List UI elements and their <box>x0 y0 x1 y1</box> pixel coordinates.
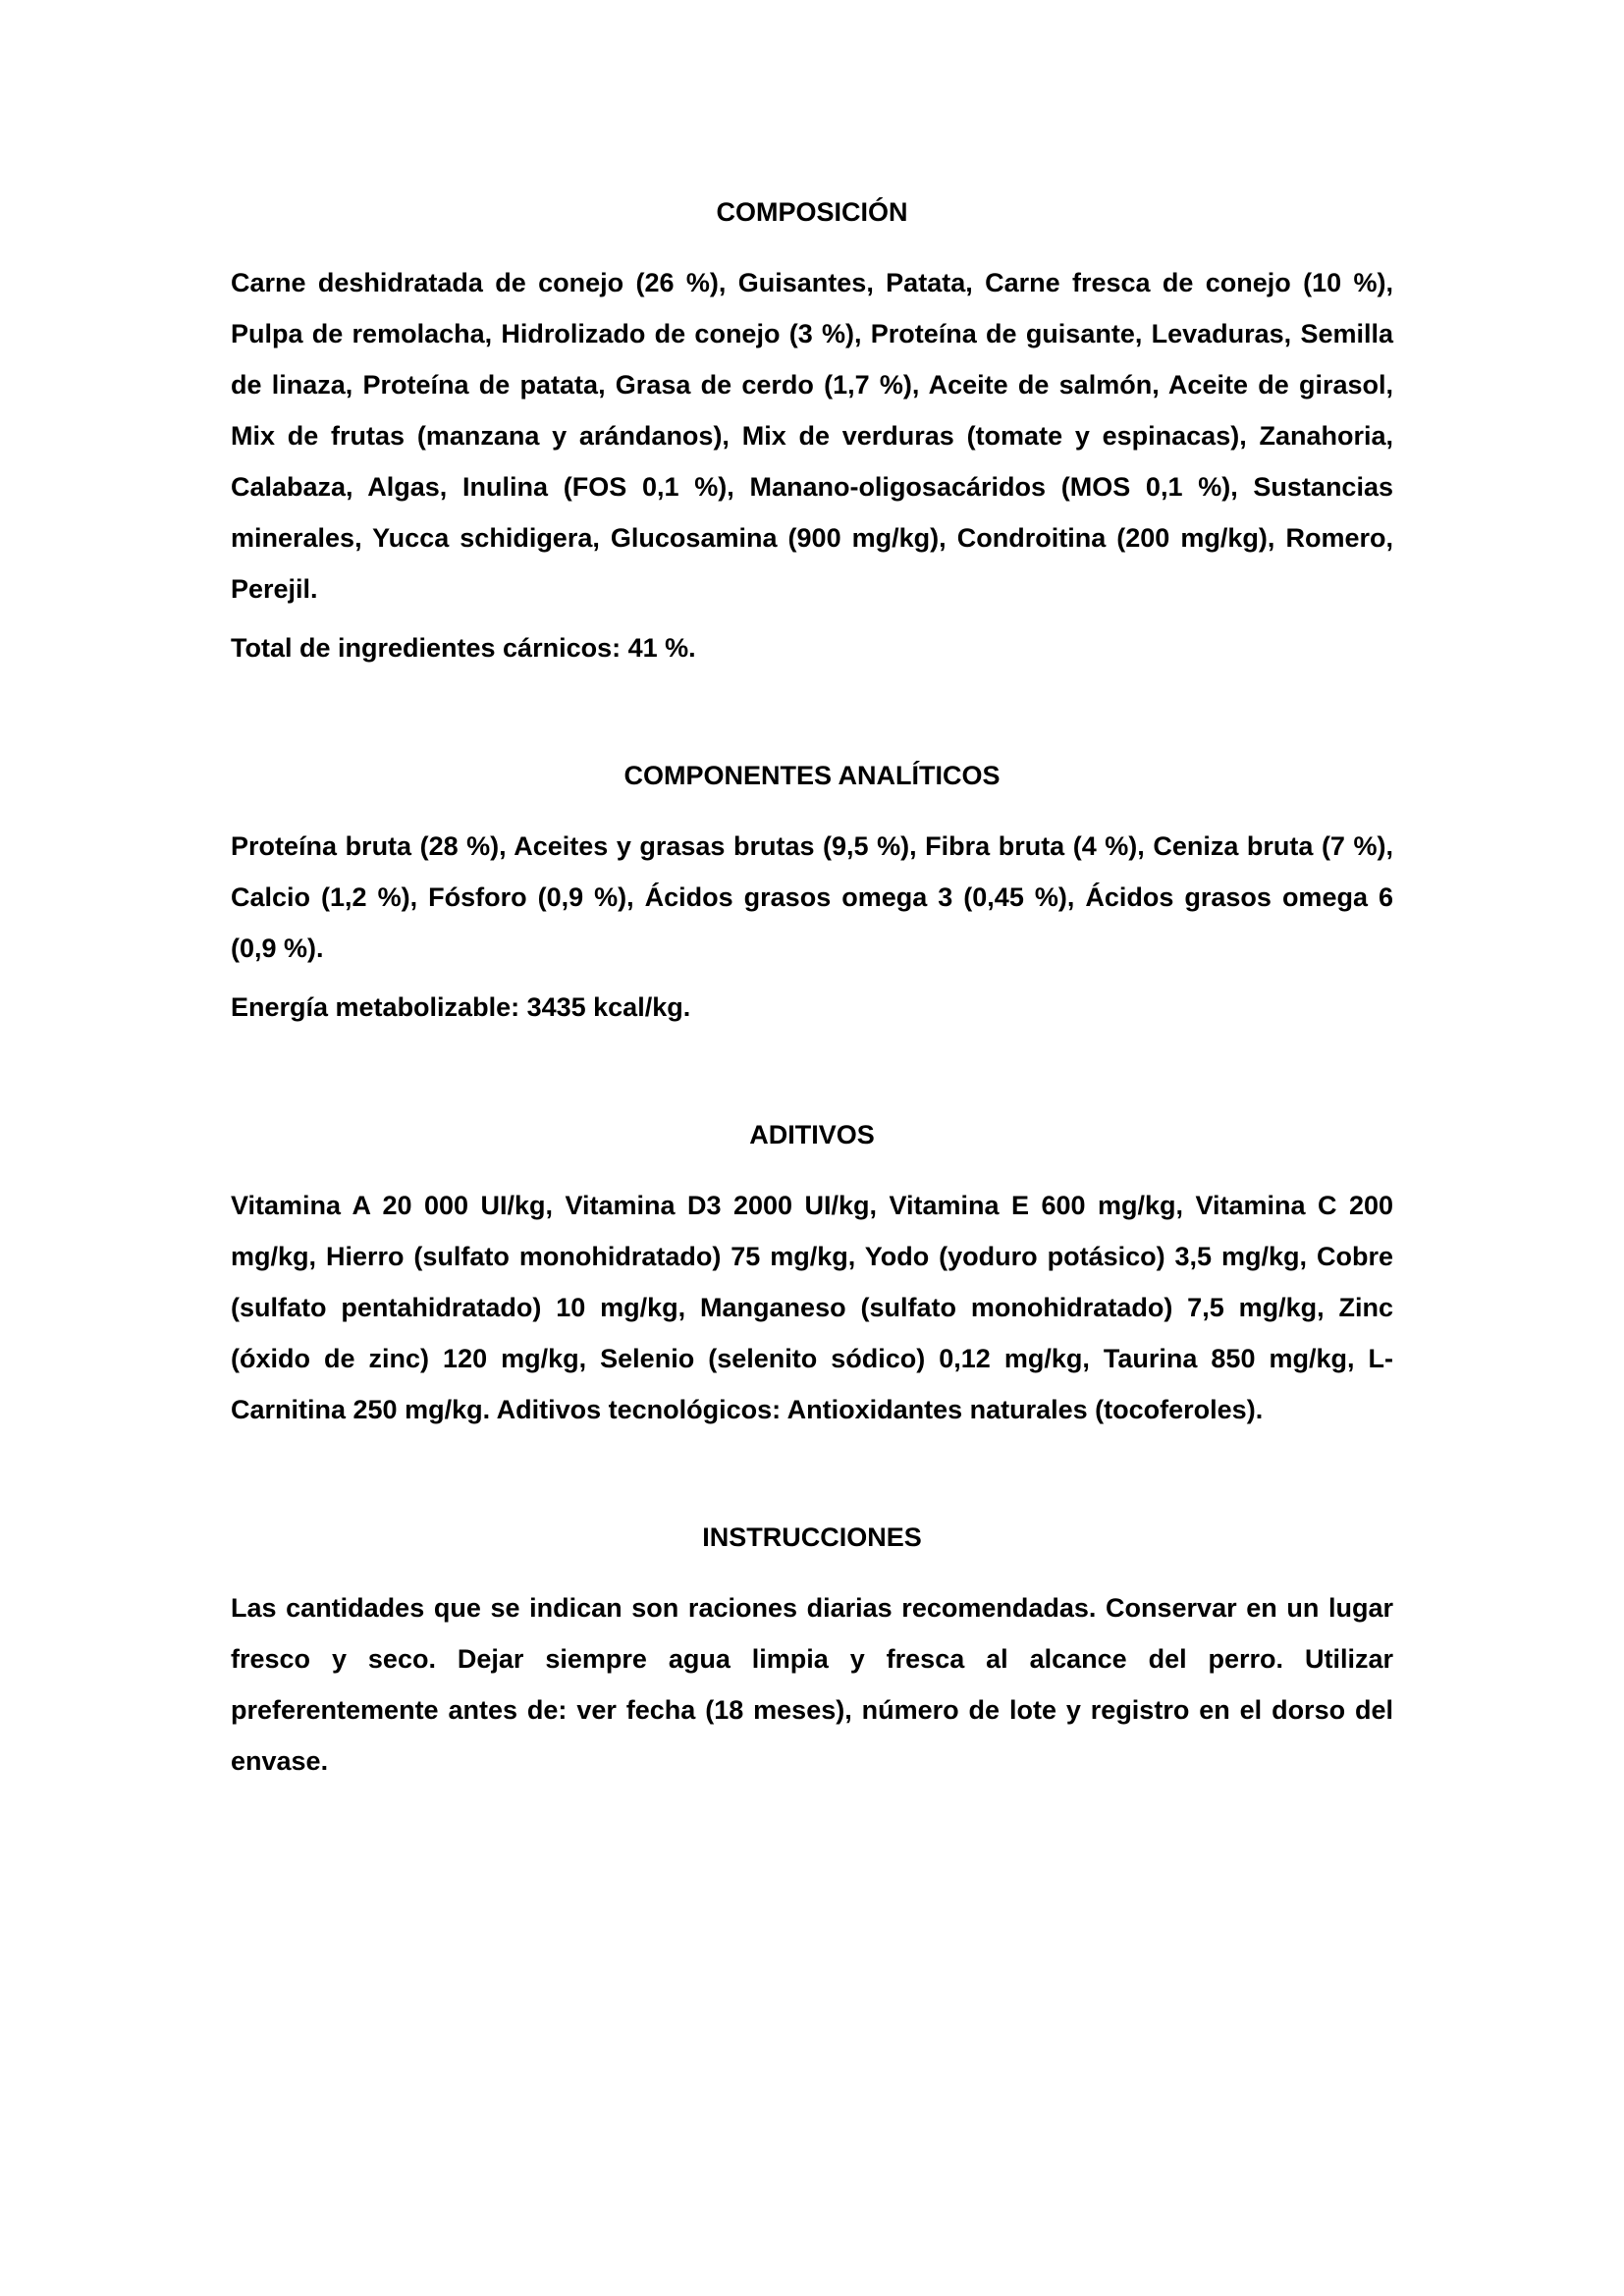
composicion-heading: COMPOSICIÓN <box>716 197 908 227</box>
section-componentes-analiticos <box>231 750 1393 1033</box>
additives-paragraph: Vitamina A 20 000 UI/kg, Vitamina D3 2000 UI/kg, Vitamina E 600 mg/kg, Vitamina C 200 mg/kg, Hierro (sulfato monohidratado) 75 mg/kg, Yodo (yoduro potásico) 3,5 mg/kg, Cobre (sulfato pentahidratado) 10 mg/kg, Manganeso (sulfato monohidratado) 7,5 mg/kg, Zinc (óxido de zinc) 120 mg/kg, Selenio (selenito sódico) 0,12 mg/kg, Taurina 850 mg/kg, L-Carnitina 250 mg/kg. Aditivos tecnológicos: Antioxidantes naturales (tocoferoles). <box>231 1191 1393 1424</box>
instrucciones-heading: INSTRUCCIONES <box>702 1522 922 1552</box>
metabolizable-energy-line: Energía metabolizable: 3435 kcal/kg. <box>231 992 691 1022</box>
pet-food-label-document <box>231 187 1393 1787</box>
composicion-ingredients-paragraph: Carne deshidratada de conejo (26 %), Guisantes, Patata, Carne fresca de conejo (10 %), Pulpa de remolacha, Hidrolizado de conejo (3 %), Proteína de guisante, Levaduras, Semilla de linaza, Proteína de patata, Grasa de cerdo (1,7 %), Aceite de salmón, Aceite de girasol, Mix de frutas (manzana y arándanos), Mix de verduras (tomate y espinacas), Zanahoria, Calabaza, Algas, Inulina (FOS 0,1 %), Manano-oligosacáridos (MOS 0,1 %), Sustancias minerales, Yucca schidigera, Glucosamina (900 mg/kg), Condroitina (200 mg/kg), Romero, Perejil. <box>231 268 1393 604</box>
section-aditivos <box>231 1109 1393 1435</box>
total-meat-ingredients-line: Total de ingredientes cárnicos: 41 %. <box>231 633 696 663</box>
analytical-components-paragraph: Proteína bruta (28 %), Aceites y grasas brutas (9,5 %), Fibra bruta (4 %), Ceniza bruta (7 %), Calcio (1,2 %), Fósforo (0,9 %), Ácidos grasos omega 3 (0,45 %), Ácidos grasos omega 6 (0,9 %). <box>231 831 1393 963</box>
instructions-paragraph: Las cantidades que se indican son raciones diarias recomendadas. Conservar en un lugar fresco y seco. Dejar siempre agua limpia y fresca al alcance del perro. Utilizar preferentemente antes de: ver fecha (18 meses), número de lote y registro en el dorso del envase. <box>231 1593 1393 1776</box>
section-instrucciones <box>231 1512 1393 1787</box>
aditivos-heading: ADITIVOS <box>749 1120 875 1149</box>
componentes-analiticos-heading: COMPONENTES ANALÍTICOS <box>623 761 1001 790</box>
section-composicion <box>231 187 1393 673</box>
